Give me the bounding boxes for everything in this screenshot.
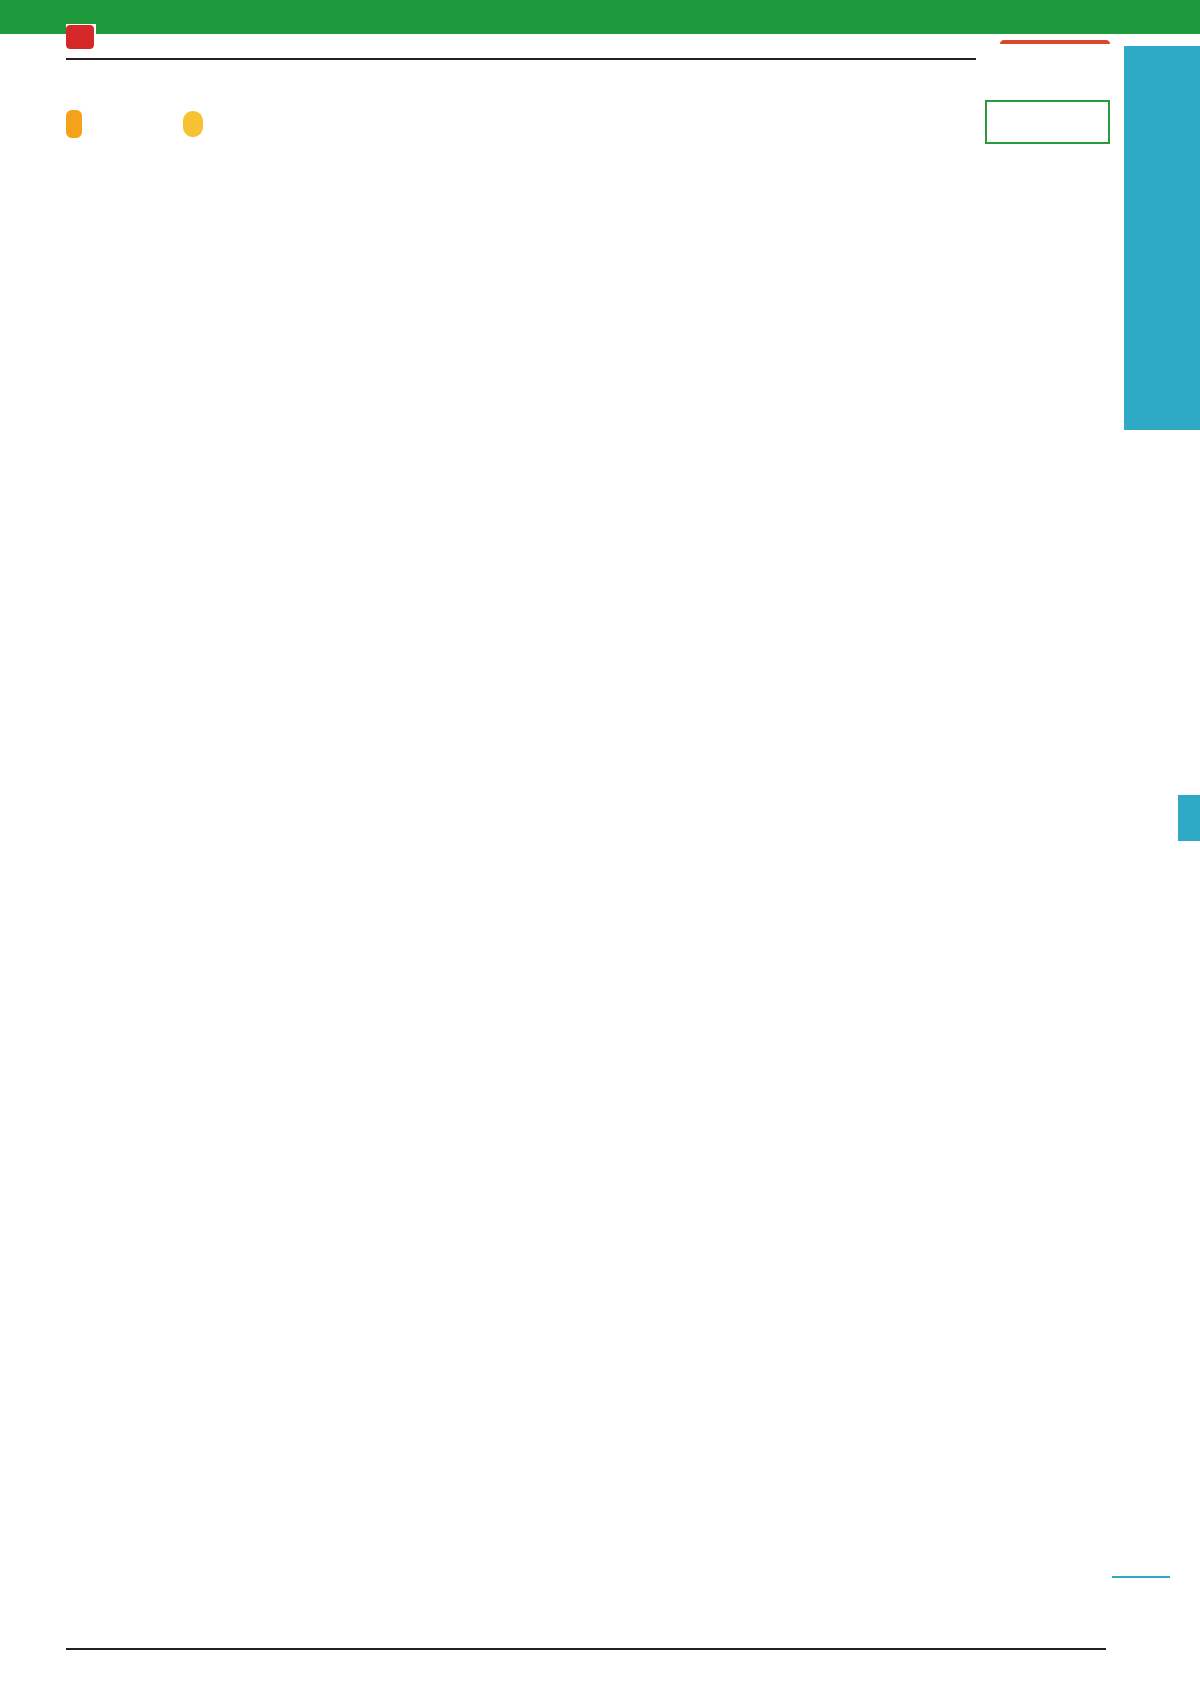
brand-logo bbox=[66, 24, 96, 50]
assembly-badge bbox=[183, 111, 203, 137]
chapter-tab[interactable] bbox=[1124, 46, 1200, 430]
footer-rule bbox=[66, 1648, 1106, 1650]
rohs-badge bbox=[985, 100, 1110, 144]
catalog-year bbox=[1112, 1576, 1170, 1578]
top-color-bar bbox=[0, 0, 1200, 34]
header-rule bbox=[66, 58, 976, 60]
load-capacity-badge bbox=[1000, 40, 1110, 44]
current-section-marker bbox=[1178, 795, 1200, 841]
green-purchase-badge bbox=[66, 110, 82, 138]
